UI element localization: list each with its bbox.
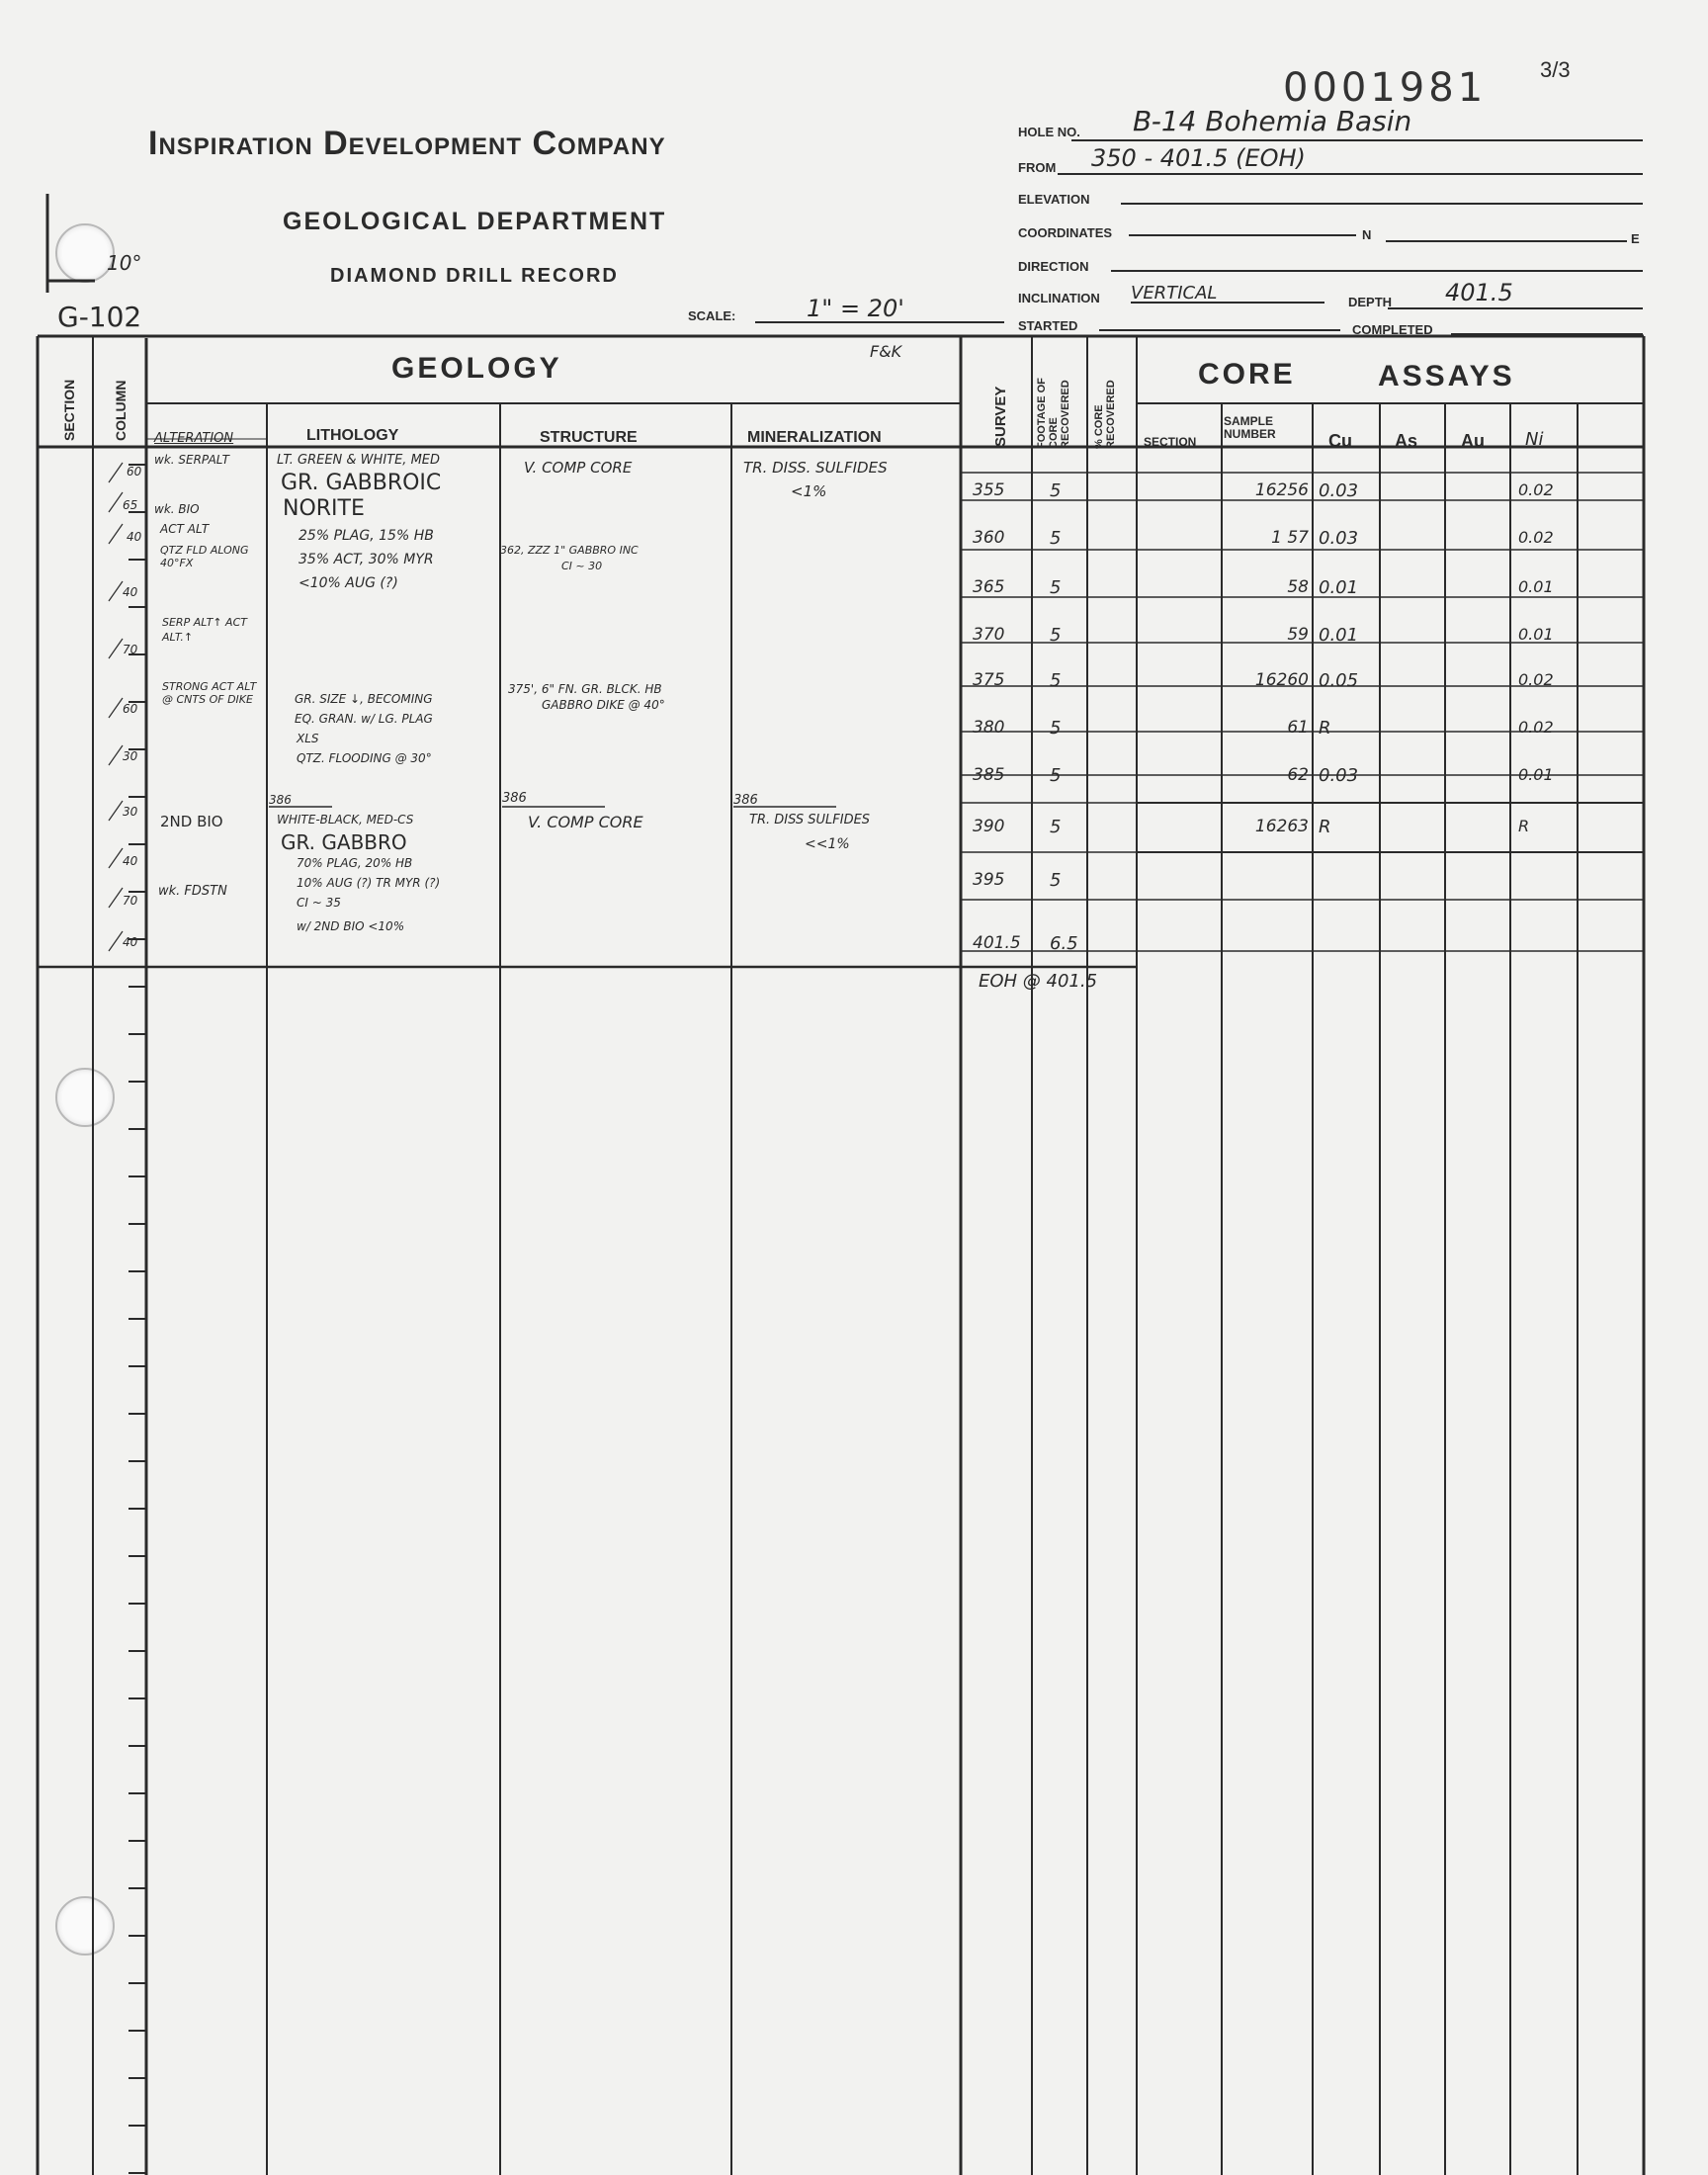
cell-survey: 385 bbox=[973, 765, 1005, 785]
cell-cu: 0.03 bbox=[1319, 528, 1359, 549]
form-id: G-102 bbox=[57, 301, 142, 333]
mineralization-note-2: <1% bbox=[791, 482, 827, 500]
alteration-note-8: wk. FDSTN bbox=[158, 884, 227, 899]
end-of-hole-note: EOH @ 401.5 bbox=[979, 971, 1098, 992]
corner-note: 10° bbox=[107, 251, 142, 275]
core-header: CORE bbox=[1198, 358, 1296, 391]
cell-ni: 0.02 bbox=[1518, 528, 1554, 547]
sample-number-header bbox=[1224, 415, 1293, 441]
column-tick-5: 70 bbox=[123, 643, 138, 656]
column-tick-9: 40 bbox=[123, 854, 138, 868]
cell-footage: 5 bbox=[1050, 625, 1062, 646]
cell-footage: 5 bbox=[1050, 817, 1062, 837]
cell-cu: 0.03 bbox=[1319, 765, 1359, 786]
section-header: SECTION bbox=[61, 379, 77, 441]
cell-sample: 1 57 bbox=[1271, 528, 1309, 548]
depth-label: DEPTH bbox=[1348, 295, 1393, 309]
mineralization-note-4: <<1% bbox=[805, 836, 850, 852]
rule-line bbox=[109, 581, 123, 601]
scale-label: SCALE: bbox=[688, 308, 736, 323]
mineralization-header: MINERALIZATION bbox=[747, 429, 882, 446]
cell-sample: 58 bbox=[1287, 577, 1309, 597]
cell-ni: 0.02 bbox=[1518, 718, 1554, 737]
from-value: 350 - 401.5 (EOH) bbox=[1091, 144, 1306, 172]
cell-footage: 5 bbox=[1050, 718, 1062, 739]
geology-header: GEOLOGY bbox=[391, 352, 562, 385]
structure-header: STRUCTURE bbox=[540, 429, 638, 446]
cell-survey: 365 bbox=[973, 577, 1005, 597]
rule-line bbox=[109, 931, 123, 951]
cell-cu: 0.01 bbox=[1319, 577, 1359, 598]
initials: F&K bbox=[870, 342, 902, 361]
column-tick-4: 40 bbox=[123, 585, 138, 599]
elevation-label: ELEVATION bbox=[1018, 192, 1090, 207]
cell-sample: 61 bbox=[1287, 718, 1309, 738]
rule-line bbox=[109, 639, 123, 658]
structure-note-2: 362, ZZZ 1" GABBRO INC bbox=[500, 544, 639, 557]
scale-value: 1" = 20' bbox=[807, 295, 904, 322]
column-header: COLUMN bbox=[113, 380, 128, 441]
company-text: Inspiration Development Company bbox=[148, 125, 666, 162]
cell-ni: 0.01 bbox=[1518, 765, 1554, 784]
sample-number-header-text: SAMPLE NUMBER bbox=[1224, 414, 1276, 441]
column-tick-1: 60 bbox=[127, 465, 142, 478]
column-tick-8: 30 bbox=[123, 805, 138, 819]
rule-line bbox=[109, 698, 123, 718]
rule-line bbox=[109, 888, 123, 908]
assay-section-header: SECTION bbox=[1144, 435, 1197, 449]
cell-cu: 0.05 bbox=[1319, 670, 1359, 691]
structure-note-5: GABBRO DIKE @ 40° bbox=[542, 698, 665, 712]
alteration-note-4 bbox=[160, 544, 255, 569]
ni-header: Ni bbox=[1525, 429, 1544, 450]
rule-line bbox=[109, 492, 123, 512]
lithology-line-6: <10% AUG (?) bbox=[299, 575, 398, 591]
column-tick-7: 30 bbox=[123, 749, 138, 763]
column-tick-3: 40 bbox=[127, 530, 142, 544]
rule-line bbox=[109, 745, 123, 765]
cell-cu: R bbox=[1319, 718, 1331, 739]
survey-header: SURVEY bbox=[992, 386, 1009, 447]
column-tick-2: 65 bbox=[123, 498, 138, 512]
mineralization-note-3: TR. DISS SULFIDES bbox=[749, 813, 871, 827]
structure-note-6: V. COMP CORE bbox=[528, 813, 643, 831]
cell-survey: 390 bbox=[973, 817, 1005, 836]
rule-line bbox=[109, 801, 123, 821]
completed-label: COMPLETED bbox=[1352, 322, 1433, 337]
structure-note-1: V. COMP CORE bbox=[524, 459, 633, 477]
cell-footage: 5 bbox=[1050, 577, 1062, 598]
mineralization-note-1: TR. DISS. SULFIDES bbox=[743, 459, 888, 477]
cell-footage: 5 bbox=[1050, 480, 1062, 501]
page-number: 3/3 bbox=[1540, 57, 1571, 82]
hole-no-value: B-14 Bohemia Basin bbox=[1133, 105, 1412, 137]
alteration-note-7: 2ND BIO bbox=[160, 813, 223, 830]
coordinates-label: COORDINATES bbox=[1018, 225, 1113, 240]
lithology-line-10: QTZ. FLOODING @ 30° bbox=[297, 751, 432, 765]
footage-header-text: FOOTAGE OF CORE RECOVERED bbox=[1036, 378, 1071, 449]
document-number: 0001981 bbox=[1283, 65, 1488, 111]
structure-note-3: CI ~ 30 bbox=[561, 560, 603, 572]
lithology-line-11: WHITE-BLACK, MED-CS bbox=[277, 813, 414, 826]
cell-ni: 0.02 bbox=[1518, 670, 1554, 689]
alteration-note-5-text: SERP ALT↑ ACT ALT.↑ bbox=[162, 616, 247, 644]
lithology-line-5: 35% ACT, 30% MYR bbox=[299, 552, 434, 567]
cell-ni: 0.02 bbox=[1518, 480, 1554, 499]
cell-survey: 401.5 bbox=[973, 933, 1021, 953]
lithology-line-12: GR. GABBRO bbox=[281, 830, 407, 854]
inclination-label: INCLINATION bbox=[1018, 291, 1100, 305]
cell-footage: 6.5 bbox=[1050, 933, 1078, 954]
cell-sample: 59 bbox=[1287, 625, 1309, 645]
alteration-note-1: wk. SERPALT bbox=[154, 453, 229, 467]
alteration-note-5 bbox=[162, 615, 257, 645]
cell-ni: R bbox=[1518, 817, 1530, 835]
cell-ni: 0.01 bbox=[1518, 625, 1554, 644]
started-label: STARTED bbox=[1018, 318, 1078, 333]
alteration-note-2: wk. BIO bbox=[154, 502, 200, 516]
lithology-line-2: GR. GABBROIC bbox=[281, 471, 442, 495]
record-type: DIAMOND DRILL RECORD bbox=[330, 265, 619, 287]
rule-line bbox=[109, 463, 123, 482]
department-title: GEOLOGICAL DEPARTMENT bbox=[283, 208, 667, 235]
alteration-note-4-text: QTZ FLD ALONG 40°FX bbox=[160, 544, 249, 569]
column-tick-11: 40 bbox=[123, 935, 138, 949]
rule-line bbox=[109, 524, 123, 544]
lithology-line-15: CI ~ 35 bbox=[297, 896, 341, 910]
lithology-line-4: 25% PLAG, 15% HB bbox=[299, 528, 434, 544]
lithology-line-7: GR. SIZE ↓, BECOMING bbox=[295, 692, 433, 706]
cell-footage: 5 bbox=[1050, 670, 1062, 691]
cell-footage: 5 bbox=[1050, 765, 1062, 786]
assays-header: ASSAYS bbox=[1378, 360, 1515, 392]
inclination-value: VERTICAL bbox=[1131, 283, 1218, 304]
company-name bbox=[148, 125, 666, 163]
structure-note-4: 375', 6" FN. GR. BLCK. HB bbox=[508, 682, 662, 696]
direction-label: DIRECTION bbox=[1018, 259, 1089, 274]
alteration-note-3: ACT ALT bbox=[160, 522, 210, 536]
column-tick-6: 60 bbox=[123, 702, 138, 716]
cell-sample: 16263 bbox=[1254, 817, 1309, 836]
cell-sample: 16260 bbox=[1254, 670, 1309, 690]
pct-core-header-text: % CORE RECOVERED bbox=[1093, 380, 1117, 449]
cell-cu: 0.01 bbox=[1319, 625, 1359, 646]
e-label: E bbox=[1631, 231, 1640, 246]
cell-cu: 0.03 bbox=[1319, 480, 1359, 501]
cell-cu: R bbox=[1319, 817, 1331, 837]
alteration-header: ALTERATION bbox=[154, 431, 234, 446]
pct-core-header bbox=[1093, 354, 1117, 449]
cell-survey: 375 bbox=[973, 670, 1005, 690]
cell-survey: 380 bbox=[973, 718, 1005, 738]
mineralization-386-mark: 386 bbox=[733, 793, 758, 808]
cell-survey: 360 bbox=[973, 528, 1005, 548]
lithology-line-1: LT. GREEN & WHITE, MED bbox=[277, 453, 441, 468]
cell-survey: 370 bbox=[973, 625, 1005, 645]
structure-386-mark: 386 bbox=[502, 791, 527, 806]
lithology-line-9: XLS bbox=[297, 732, 319, 745]
alteration-note-6 bbox=[162, 680, 257, 706]
cell-survey: 395 bbox=[973, 870, 1005, 890]
cell-footage: 5 bbox=[1050, 870, 1062, 891]
lithology-386-mark: 386 bbox=[269, 793, 292, 807]
depth-value: 401.5 bbox=[1445, 279, 1513, 306]
lithology-header: LITHOLOGY bbox=[306, 427, 399, 444]
n-label: N bbox=[1362, 227, 1372, 242]
cell-ni: 0.01 bbox=[1518, 577, 1554, 596]
lithology-line-13: 70% PLAG, 20% HB bbox=[297, 856, 413, 870]
alteration-note-6-text: STRONG ACT ALT @ CNTS OF DIKE bbox=[162, 680, 257, 706]
cell-sample: 16256 bbox=[1254, 480, 1309, 500]
lithology-line-14: 10% AUG (?) TR MYR (?) bbox=[297, 876, 441, 890]
au-header: Au bbox=[1461, 431, 1485, 451]
from-label: FROM bbox=[1018, 160, 1057, 175]
cu-header: Cu bbox=[1328, 431, 1352, 451]
lithology-line-16: w/ 2ND BIO <10% bbox=[297, 919, 405, 933]
column-tick-10: 70 bbox=[123, 894, 138, 908]
hole-no-label: HOLE NO. bbox=[1018, 125, 1080, 139]
lithology-line-3: NORITE bbox=[283, 496, 365, 521]
cell-survey: 355 bbox=[973, 480, 1005, 500]
footage-header bbox=[1036, 354, 1071, 449]
rule-line bbox=[109, 848, 123, 868]
lithology-line-8: EQ. GRAN. w/ LG. PLAG bbox=[295, 712, 433, 726]
cell-footage: 5 bbox=[1050, 528, 1062, 549]
as-header: As bbox=[1395, 431, 1418, 451]
cell-sample: 62 bbox=[1287, 765, 1309, 785]
